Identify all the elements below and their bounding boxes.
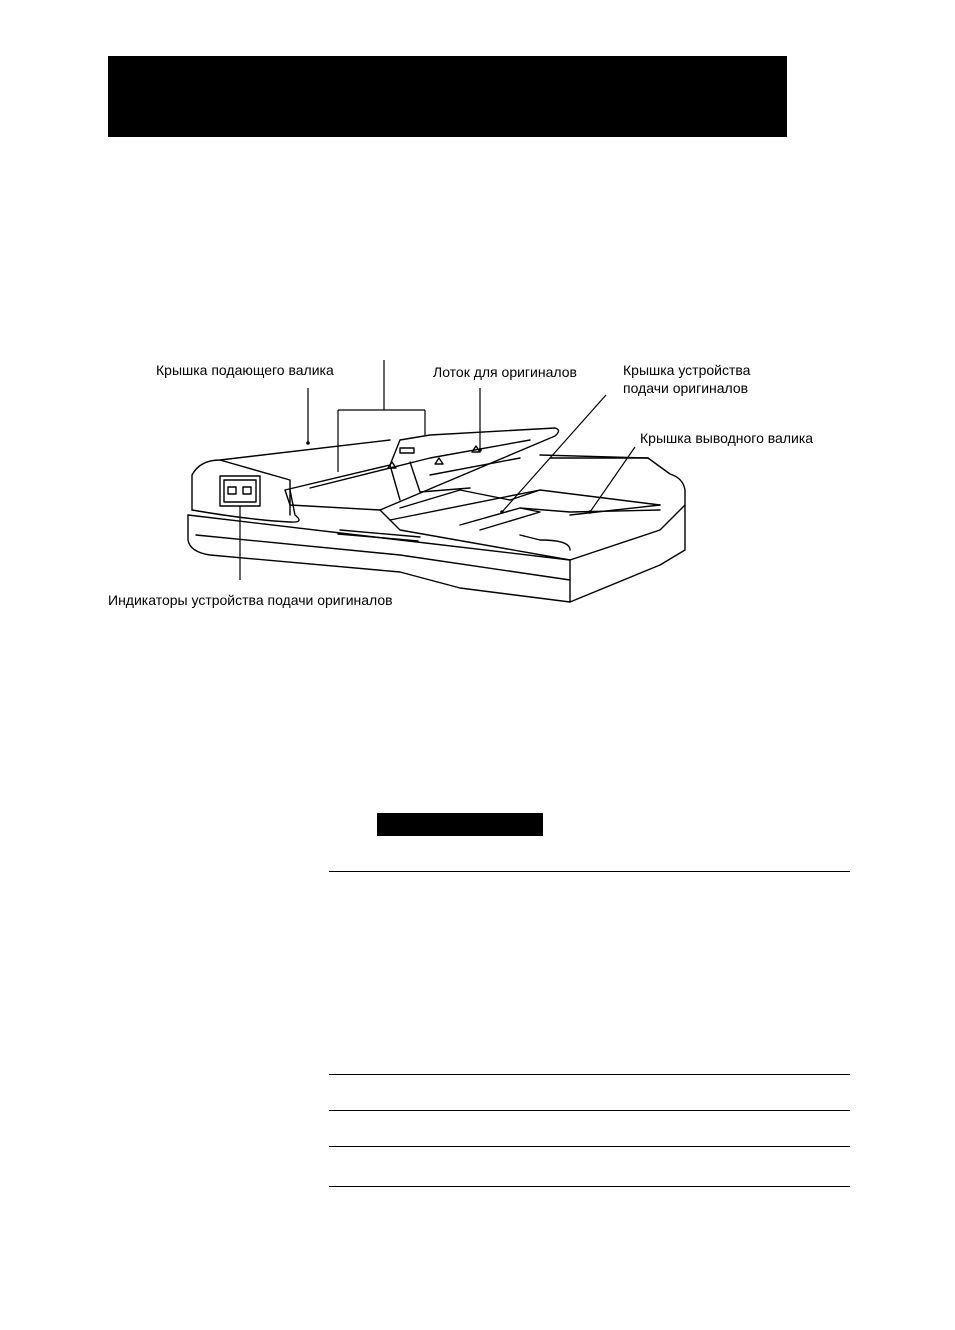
callout-feeder-cover-line1: Крышка устройства [623, 362, 751, 378]
callout-feed-roller-cover: Крышка подающего валика [156, 362, 334, 378]
redacted-heading-bar [377, 813, 543, 836]
callout-feeder-cover-line2: подачи оригиналов [623, 380, 749, 396]
document-feeder-figure [100, 340, 860, 620]
table-rule-3 [329, 1146, 850, 1147]
callout-document-tray: Лоток для оригиналов [433, 364, 577, 380]
table-rule-bottom [329, 1186, 850, 1187]
table-rule-1 [329, 1074, 850, 1075]
section-header-bar [108, 56, 787, 137]
callout-exit-roller-cover: Крышка выводного валика [640, 430, 814, 446]
table-rule-2 [329, 1110, 850, 1111]
callout-feeder-indicators: Индикаторы устройства подачи оригиналов [108, 592, 393, 608]
table-rule-top [329, 871, 850, 872]
